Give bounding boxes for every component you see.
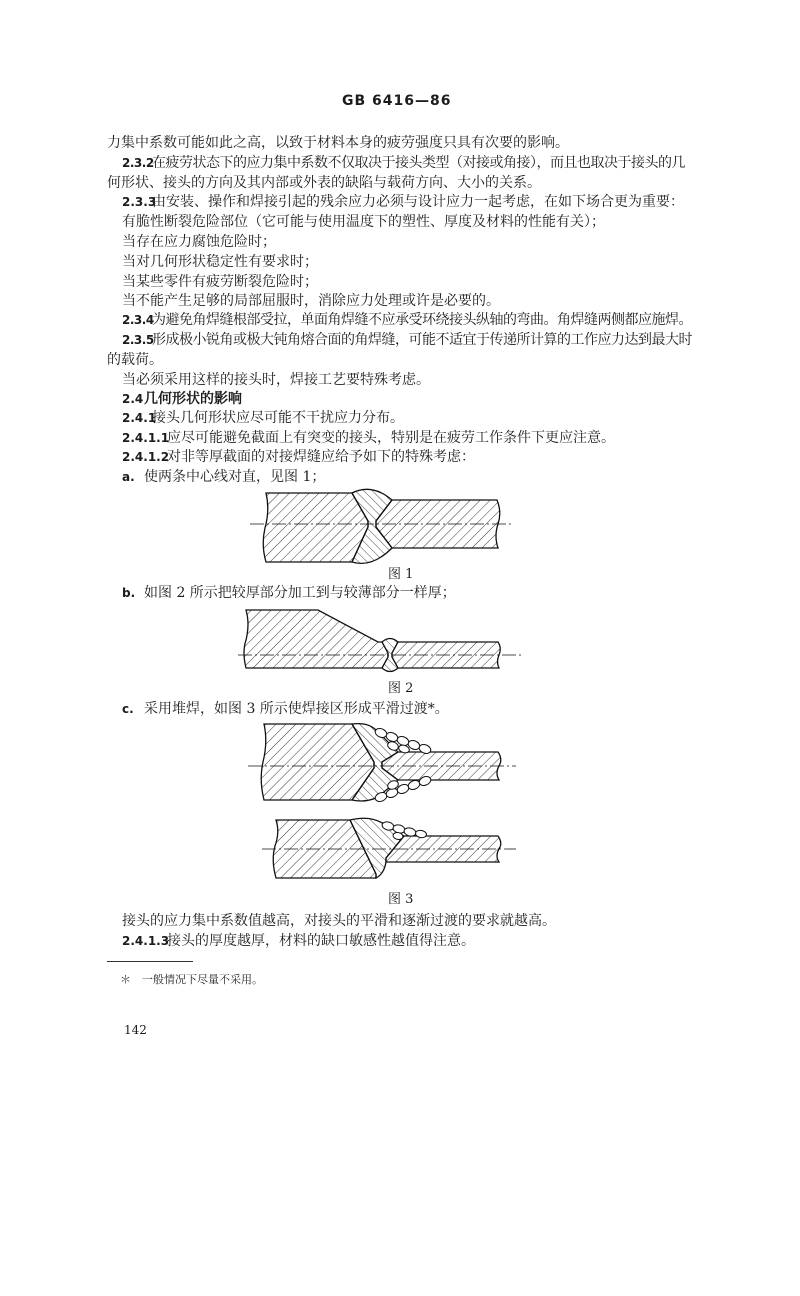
figure-1-caption: 图 1: [388, 567, 414, 582]
figure-3-double-v: [244, 716, 520, 808]
clause-text: 为避免角焊缝根部受拉，单面角焊缝不应承受环绕接头纵轴的弯曲。角焊缝两侧都应施焊。: [152, 312, 692, 328]
clause-number: 2.3.3: [122, 195, 157, 209]
clause-text: 接头几何形状应尽可能不干扰应力分布。: [152, 410, 404, 426]
clause-number: 2.4.1.1: [122, 431, 170, 445]
clause-2-4-1-3: [122, 933, 475, 949]
list-text: 使两条中心线对直，见图 1；: [144, 469, 326, 485]
clause-2-4-1-2: [122, 449, 475, 465]
clause-2-4-1-2-after: 接头的应力集中系数值越高，对接头的平滑和逐渐过渡的要求就越高。: [122, 913, 556, 929]
list-label: c.: [122, 702, 134, 716]
list-item-c: [122, 701, 449, 717]
list-item-b: [122, 585, 456, 601]
footnote: [120, 973, 263, 987]
figure-3-caption: 图 3: [388, 892, 414, 907]
list-item: 有脆性断裂危险部位（它可能与使用温度下的塑性、厚度及材料的性能有关）；: [122, 214, 605, 230]
clause-2-3-5: [122, 332, 692, 348]
clause-text: 接头的厚度越厚，材料的缺口敏感性越值得注意。: [167, 933, 475, 949]
list-item: 当某些零件有疲劳断裂危险时；: [122, 274, 318, 290]
fig3a-thick-plate: [261, 724, 374, 800]
clause-number: 2.4.1: [122, 411, 157, 425]
clause-number: 2.4.1.3: [122, 934, 170, 948]
clause-2-3-5-cont: 的载荷。: [107, 352, 163, 368]
footnote-mark: ＊: [120, 973, 131, 986]
clause-2-3-5-note: 当必须采用这样的接头时，焊接工艺要特殊考虑。: [122, 372, 430, 388]
clause-2-3-2-cont: 何形状、接头的方向及其内部或外表的缺陷与载荷方向、大小的关系。: [107, 175, 541, 191]
figure-3-single-v: [256, 812, 518, 886]
clause-text: 在疲劳状态下的应力集中系数不仅取决于接头类型（对接或角接），而且也取决于接头的几: [152, 155, 685, 171]
section-2-4-heading: [122, 391, 242, 407]
clause-2-4-1-1: [122, 430, 615, 446]
footnote-text: 一般情况下尽量不采用。: [142, 973, 263, 986]
clause-number: 2.3.2: [122, 156, 154, 170]
list-text: 采用堆焊，如图 3 所示使焊接区形成平滑过渡*。: [144, 701, 449, 717]
fig1-thick-plate: [263, 493, 368, 562]
clause-text: 形成极小锐角或极大钝角熔合面的角焊缝，可能不适宜于传递所计算的工作应力达到最大时: [152, 332, 692, 348]
clause-text: 对非等厚截面的对接焊缝应给予如下的特殊考虑：: [167, 449, 475, 465]
clause-2-3-3: [122, 194, 684, 210]
clause-2-3-4: [122, 312, 692, 328]
list-item: 当对几何形状稳定性有要求时；: [122, 254, 318, 270]
clause-text: 应尽可能避免截面上有突变的接头，特别是在疲劳工作条件下更应注意。: [167, 430, 615, 446]
list-item: 当存在应力腐蚀危险时；: [122, 234, 276, 250]
standard-code: GB 6416—86: [342, 93, 452, 109]
clause-number: 2.3.4: [122, 313, 154, 327]
paragraph-continuation: 力集中系数可能如此之高，以致于材料本身的疲劳强度只具有次要的影响。: [107, 135, 569, 151]
list-label: a.: [122, 470, 135, 484]
clause-text: 由安装、操作和焊接引起的残余应力必须与设计应力一起考虑，在如下场合更为重要：: [152, 194, 684, 210]
figure-1: [240, 482, 530, 574]
clause-number: 2.3.5: [122, 333, 154, 347]
list-label: b.: [122, 586, 136, 600]
clause-number: 2.4.1.2: [122, 450, 170, 464]
clause-2-4-1: [122, 410, 404, 426]
section-number: 2.4: [122, 392, 144, 406]
footnote-rule: [107, 961, 193, 962]
figure-2: [232, 600, 527, 680]
fig2-thick-plate: [244, 610, 388, 668]
clause-2-3-2: [122, 155, 685, 171]
section-title: 几何形状的影响: [144, 391, 242, 407]
figure-2-caption: 图 2: [388, 681, 414, 696]
list-text: 如图 2 所示把较厚部分加工到与较薄部分一样厚；: [144, 585, 456, 601]
list-item: 当不能产生足够的局部屈服时，消除应力处理或许是必要的。: [122, 293, 500, 309]
page-number: 142: [124, 1023, 147, 1037]
